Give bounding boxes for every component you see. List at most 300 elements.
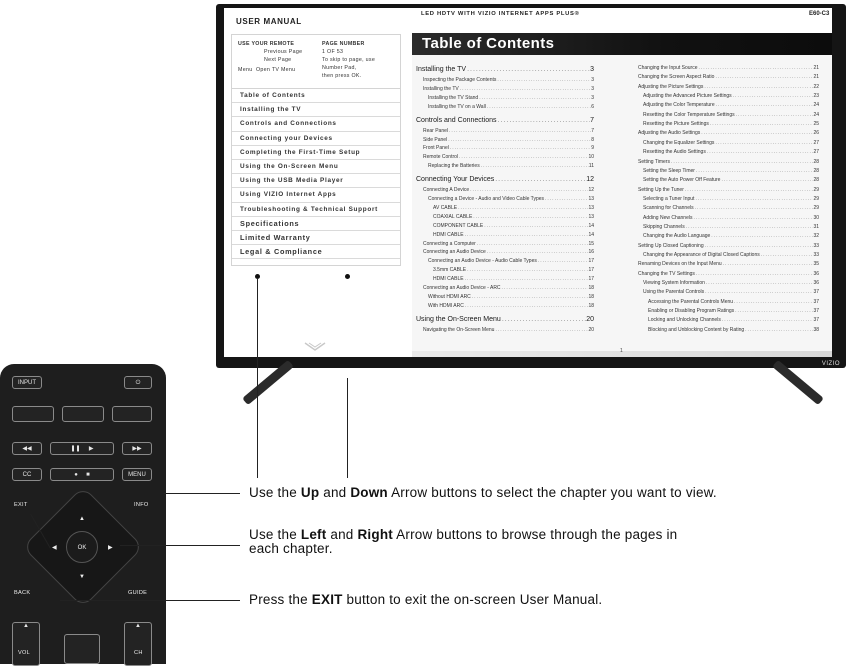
toc-entry-page: 13 — [588, 196, 594, 202]
toc-entry[interactable] — [643, 215, 819, 222]
toc-leader-dots — [447, 137, 591, 144]
help-skip-line3: then press OK. — [322, 73, 362, 79]
toc-entry-page: 11 — [588, 163, 594, 170]
toc-leader-dots — [458, 154, 588, 161]
toc-entry-page: 28 — [813, 158, 819, 165]
toc-leader-dots — [449, 145, 591, 152]
toc-leader-dots — [494, 327, 588, 334]
toc-entry-title: Installing the TV — [416, 66, 467, 73]
toc-entry-page: 37 — [813, 317, 819, 324]
toc-section-entry[interactable] — [416, 116, 594, 126]
power-button[interactable]: ⏻ — [124, 376, 152, 389]
help-use-remote: USE YOUR REMOTE — [238, 41, 295, 47]
callout-bold: EXIT — [311, 592, 343, 607]
toc-entry[interactable] — [428, 196, 594, 203]
toc-entry-page: 20 — [586, 315, 594, 323]
toc-entry-title: Setting Timers — [638, 158, 670, 165]
toc-entry[interactable] — [643, 121, 819, 128]
toc-entry-page: 15 — [588, 240, 594, 247]
toc-entry-page: 33 — [813, 252, 819, 258]
toc-leader-dots — [496, 77, 591, 84]
toc-entry-page: 3 — [591, 94, 594, 101]
toc-entry[interactable] — [423, 77, 594, 84]
toc-leader-dots — [544, 196, 588, 203]
toc-title: Table of Contents — [422, 35, 555, 52]
toc-entry-title: With HDMI ARC — [428, 302, 464, 309]
ok-button[interactable]: OK — [66, 531, 98, 563]
toc-leader-dots — [694, 196, 813, 203]
toc-entry-page: 7 — [590, 116, 594, 124]
input-button[interactable]: INPUT — [12, 376, 42, 389]
toc-entry[interactable] — [433, 205, 594, 212]
toc-entry-page: 18 — [588, 285, 594, 291]
toc-leader-dots — [692, 215, 813, 222]
toc-banner — [412, 33, 832, 55]
toc-entry-title: Connecting an Audio Device - Audio Cable Types — [428, 258, 537, 265]
toc-entry-page: 26 — [813, 130, 819, 137]
toc-entry[interactable] — [643, 102, 819, 109]
chapter-item[interactable]: Installing the TV — [232, 103, 400, 117]
toc-entry[interactable] — [433, 223, 594, 230]
toc-entry-page: 8 — [591, 136, 594, 143]
toc-entry-title: Installing the TV on a Wall — [428, 103, 486, 110]
toc-entry-title: Replacing the Batteries — [428, 163, 480, 170]
toc-entry-title: Connecting Your Devices — [416, 176, 495, 184]
toc-entry-title: Adjusting the Audio Settings — [638, 130, 701, 137]
toc-leader-dots — [494, 175, 586, 185]
toc-entry[interactable] — [638, 84, 819, 91]
toc-leader-dots — [695, 168, 813, 175]
tv-screen — [224, 8, 832, 357]
help-menu-row — [238, 67, 295, 75]
pause-play-button[interactable]: ❚❚ ▶ — [50, 442, 114, 455]
toc-entry-page: 32 — [813, 233, 819, 240]
toc-entry-title: Locking and Unlocking Channels — [648, 317, 721, 324]
toc-entry-title: HDMI CABLE — [433, 276, 464, 283]
toc-entry-title: 3.5mm CABLE — [433, 267, 467, 274]
help-previous-page: Previous Page — [264, 49, 303, 55]
toc-entry-title: Connecting a Computer — [423, 240, 476, 247]
toc-leader-dots — [486, 104, 591, 111]
toc-entry-page: 6 — [591, 103, 594, 110]
toc-leader-dots — [464, 276, 589, 283]
toc-entry-page: 10 — [588, 154, 594, 161]
toc-entry-title: COMPONENT CABLE — [433, 222, 484, 229]
toc-entry-title: Enabling or Disabling Program Ratings — [648, 308, 735, 315]
toc-leader-dots — [476, 241, 589, 248]
toc-entry-title: Rear Panel — [423, 127, 449, 134]
toc-leader-dots — [501, 285, 589, 292]
channel-label: CH — [134, 650, 143, 656]
toc-entry-page: 16 — [588, 249, 594, 256]
toc-leader-dots — [448, 128, 591, 135]
chapter-item[interactable]: Limited Warranty — [232, 231, 400, 245]
color-button-2[interactable] — [62, 406, 104, 422]
toc-entry-page: 37 — [813, 308, 819, 315]
toc-leader-dots — [709, 121, 814, 128]
toc-entry-page: 23 — [813, 93, 819, 100]
toc-leader-dots — [472, 214, 588, 221]
toc-entry-title: Navigating the On-Screen Menu — [423, 326, 495, 333]
callout-dot-pages — [345, 274, 350, 279]
toc-entry-title: Adding New Channels — [643, 214, 693, 221]
toc-entry[interactable] — [428, 258, 594, 265]
toc-entry-title: Selecting a Tuner Input — [643, 195, 695, 202]
toc-entry[interactable] — [638, 187, 819, 194]
chapter-item[interactable]: Troubleshooting & Technical Support — [232, 203, 400, 217]
toc-entry[interactable] — [643, 233, 819, 240]
up-arrow-button[interactable]: ▲ — [79, 516, 85, 522]
chapter-item[interactable]: Using the On-Screen Menu — [232, 160, 400, 174]
toc-leader-dots — [483, 223, 588, 230]
chapter-item[interactable]: Table of Contents — [232, 89, 400, 103]
toc-entry-page: 3 — [590, 66, 594, 73]
toc-leader-dots — [715, 102, 814, 109]
chapter-item[interactable]: Connecting your Devices — [232, 132, 400, 146]
callout-line — [257, 278, 258, 478]
callout-text: Use the — [249, 527, 301, 542]
toc-section-entry[interactable] — [416, 65, 594, 75]
toc-entry[interactable] — [638, 65, 819, 72]
toc-leader-dots — [466, 267, 588, 274]
callout-text: and — [326, 527, 358, 542]
toc-leader-dots — [501, 315, 586, 325]
toc-entry-page: 27 — [813, 139, 819, 146]
chapter-item[interactable]: Using the USB Media Player — [232, 174, 400, 188]
toc-entry-page: 7 — [591, 127, 594, 134]
toc-entry-page: 31 — [813, 223, 819, 230]
toc-entry-page: 17 — [588, 267, 594, 274]
toc-entry-title: Inspecting the Package Contents — [423, 77, 497, 83]
toc-entry[interactable] — [428, 294, 594, 301]
toc-entry-page: 18 — [588, 293, 594, 300]
toc-entry[interactable] — [428, 95, 594, 102]
fast-forward-button[interactable]: ▶▶ — [122, 442, 152, 455]
callout-bold: Up — [300, 485, 320, 500]
toc-entry-title: Changing the Audio Language — [643, 233, 711, 240]
toc-entry-page: 3 — [591, 77, 594, 83]
toc-entry-title: Connecting A Device — [423, 187, 470, 194]
toc-entry[interactable] — [423, 128, 594, 135]
cc-button[interactable]: CC — [12, 468, 42, 481]
toc-entry-page: 35 — [813, 261, 819, 268]
toc-entry-page: 25 — [813, 121, 819, 128]
toc-entry-page: 36 — [813, 280, 819, 287]
toc-entry-title: Renaming Devices on the Input Menu — [638, 261, 722, 268]
callout-bold: Right — [357, 527, 393, 542]
left-arrow-button[interactable]: ◀ — [52, 545, 57, 551]
callout-left-right — [249, 528, 839, 556]
toc-leader-dots — [735, 112, 814, 119]
right-arrow-button[interactable]: ▶ — [108, 545, 113, 551]
toc-entry[interactable] — [433, 276, 594, 283]
toc-entry-page: 20 — [588, 326, 594, 333]
toc-entry[interactable] — [423, 137, 594, 144]
toc-entry-title: Front Panel — [423, 145, 449, 152]
toc-entry-title: Remote Control — [423, 154, 459, 161]
callout-text: Arrow buttons to select the chapter you want to view. — [387, 485, 717, 500]
callout-text: button to exit the on-screen User Manual. — [342, 592, 603, 607]
toc-entry[interactable] — [423, 249, 594, 256]
toc-leader-dots — [732, 93, 814, 100]
toc-leader-dots — [469, 187, 588, 194]
page-number: 1 — [620, 348, 623, 354]
toc-entry-page: 30 — [813, 214, 819, 221]
toc-leader-dots — [714, 140, 813, 147]
down-arrow-button[interactable]: ▼ — [79, 574, 85, 580]
model-number: E60-C3 — [809, 11, 830, 17]
toc-entry-page: 28 — [813, 167, 819, 174]
toc-entry-page: 28 — [813, 177, 819, 184]
toc-entry-title: Controls and Connections — [416, 116, 497, 124]
remote-help-box — [232, 35, 400, 89]
toc-section-entry[interactable] — [416, 315, 594, 325]
toc-entry-title: COAXIAL CABLE — [433, 213, 473, 220]
toc-entry-title: Connecting a Device - Audio and Video Cable Types — [428, 196, 545, 202]
callout-text: and — [319, 485, 351, 500]
toc-leader-dots — [705, 280, 814, 287]
toc-entry-page: 37 — [813, 298, 819, 305]
toc-entry-title: Setting the Sleep Timer — [643, 167, 695, 174]
callout-exit — [249, 593, 839, 607]
toc-entry[interactable] — [423, 154, 594, 161]
toc-entry-title: Setting the Auto Power Off Feature — [643, 177, 721, 184]
toc-entry-title: Using the On-Screen Menu — [416, 315, 501, 323]
toc-entry[interactable] — [433, 214, 594, 221]
toc-leader-dots — [706, 149, 814, 156]
toc-entry-page: 29 — [813, 205, 819, 212]
chapter-item[interactable]: Completing the First-Time Setup — [232, 146, 400, 160]
toc-leader-dots — [703, 84, 813, 91]
toc-entry[interactable] — [423, 187, 594, 194]
toc-entry-page: 12 — [586, 176, 594, 184]
chapter-item[interactable]: Specifications — [232, 217, 400, 231]
toc-leader-dots — [684, 187, 814, 194]
manual-nav-panel — [231, 34, 401, 266]
toc-leader-dots — [466, 65, 590, 75]
callout-text: Use the — [249, 485, 301, 500]
toc-leader-dots — [700, 130, 813, 137]
toc-leader-dots — [694, 205, 814, 212]
toc-entry-title: AV CABLE — [433, 204, 458, 211]
toc-entry-title: Accessing the Parental Controls Menu — [648, 298, 734, 305]
toc-leader-dots — [457, 205, 588, 212]
callout-line — [60, 600, 240, 601]
toc-entry-title: Using the Parental Controls — [643, 289, 705, 296]
page-header: LED HDTV WITH VIZIO INTERNET APPS PLUS® — [421, 11, 580, 17]
toc-entry[interactable] — [423, 241, 594, 248]
toc-leader-dots — [478, 95, 591, 102]
callout-line — [120, 545, 240, 546]
record-stop-button[interactable]: ● ■ — [50, 468, 114, 481]
callout-text: Arrow buttons to browse through the pages in — [392, 527, 678, 542]
toc-leader-dots — [464, 303, 589, 310]
toc-leader-dots — [714, 74, 813, 81]
toc-entry-page: 29 — [813, 195, 819, 202]
toc-entry[interactable] — [643, 280, 819, 287]
toc-entry[interactable] — [643, 140, 819, 147]
toc-entry[interactable] — [638, 271, 819, 278]
vizio-button[interactable] — [64, 634, 100, 664]
toc-leader-dots — [471, 294, 589, 301]
toc-entry-page: 22 — [813, 83, 819, 90]
toc-entry-title: Changing the Input Source — [638, 65, 698, 71]
toc-entry[interactable] — [643, 289, 819, 296]
help-skip-line1: To skip to page, use — [322, 57, 376, 63]
toc-leader-dots — [744, 327, 813, 334]
toc-entry[interactable] — [643, 149, 819, 156]
help-skip-line2: Number Pad, — [322, 65, 357, 71]
callout-bold: Down — [350, 485, 388, 500]
toc-section-entry[interactable] — [416, 175, 594, 185]
help-page-value: 1 OF 53 — [322, 49, 344, 55]
toc-entry-title: Changing the Equalizer Settings — [643, 139, 715, 146]
toc-entry[interactable] — [643, 112, 819, 119]
toc-entry[interactable] — [643, 205, 819, 212]
info-button[interactable]: INFO — [134, 502, 149, 508]
toc-entry-title: Adjusting the Picture Settings — [638, 83, 704, 90]
help-page-number-label: PAGE NUMBER — [322, 41, 365, 47]
toc-entry-page: 14 — [588, 222, 594, 229]
toc-entry-title: HDMI CABLE — [433, 231, 464, 238]
toc-leader-dots — [480, 163, 589, 170]
toc-leader-dots — [733, 299, 813, 306]
toc-entry[interactable] — [648, 299, 819, 306]
toc-leader-dots — [760, 252, 814, 259]
vizio-chevron-icon — [304, 342, 326, 351]
toc-entry-title: Without HDMI ARC — [428, 293, 471, 300]
toc-entry-title: Setting Up Closed Captioning — [638, 242, 704, 249]
toc-entry-page: 27 — [813, 149, 819, 156]
toc-body — [412, 55, 832, 357]
toc-entry-title: Adjusting the Advanced Picture Settings — [643, 93, 732, 100]
toc-entry[interactable] — [638, 130, 819, 137]
toc-entry[interactable] — [643, 196, 819, 203]
chapter-item[interactable]: Legal & Compliance — [232, 245, 400, 259]
remote-control — [0, 364, 166, 664]
toc-leader-dots — [710, 233, 813, 240]
callout-up-down — [249, 486, 839, 500]
guide-button[interactable]: GUIDE — [128, 590, 148, 596]
toc-entry-title: Blocking and Unblocking Content by Rating — [648, 326, 745, 333]
toc-entry[interactable] — [638, 243, 819, 250]
toc-entry[interactable] — [423, 86, 594, 93]
toc-leader-dots — [670, 159, 813, 166]
toc-entry[interactable] — [428, 104, 594, 111]
toc-entry-page: 18 — [588, 302, 594, 309]
toc-entry[interactable] — [423, 327, 594, 334]
toc-entry-title: Skipping Channels — [643, 223, 685, 230]
toc-entry[interactable] — [643, 168, 819, 175]
toc-leader-dots — [720, 177, 813, 184]
toc-entry-title: Changing the TV Settings — [638, 270, 695, 277]
toc-entry-page: 3 — [591, 85, 594, 92]
toc-leader-dots — [734, 308, 813, 315]
toc-entry[interactable] — [643, 224, 819, 231]
toc-entry-title: Viewing System Information — [643, 280, 705, 287]
toc-entry[interactable] — [648, 308, 819, 315]
chapter-item[interactable]: Using VIZIO Internet Apps — [232, 188, 400, 202]
toc-entry-page: 24 — [813, 102, 819, 109]
toc-entry-page: 21 — [813, 65, 819, 71]
toc-entry-page: 33 — [813, 242, 819, 249]
toc-entry[interactable] — [423, 145, 594, 152]
toc-entry-page: 38 — [813, 326, 819, 333]
toc-entry-page: 29 — [813, 186, 819, 193]
toc-leader-dots — [722, 261, 814, 268]
toc-leader-dots — [698, 65, 814, 72]
menu-button[interactable]: MENU — [122, 468, 152, 481]
toc-entry[interactable] — [423, 285, 594, 292]
help-next-page: Next Page — [264, 57, 292, 63]
toc-entry-title: Resetting the Picture Settings — [643, 121, 709, 128]
volume-label: VOL — [18, 650, 31, 656]
toc-entry[interactable] — [428, 163, 594, 170]
toc-entry-title: Resetting the Color Temperature Settings — [643, 111, 735, 118]
toc-leader-dots — [497, 116, 591, 126]
toc-entry-title: Installing the TV Stand — [428, 94, 479, 101]
color-button-3[interactable] — [112, 406, 152, 422]
toc-leader-dots — [464, 232, 589, 239]
callout-line — [164, 493, 240, 494]
callout-text: each chapter. — [249, 541, 333, 556]
callout-bold: Left — [300, 527, 327, 542]
toc-leader-dots — [537, 258, 589, 265]
toc-entry[interactable] — [638, 159, 819, 166]
toc-entry-title: Changing the Appearance of Digital Closed Captions — [643, 252, 760, 258]
toc-entry-title: Connecting an Audio Device - ARC — [423, 285, 501, 291]
toc-entry-page: 12 — [588, 187, 594, 194]
toc-entry-title: Changing the Screen Aspect Ratio — [638, 74, 715, 81]
toc-entry-title: Scanning for Channels — [643, 205, 694, 212]
toc-entry[interactable] — [433, 267, 594, 274]
toc-leader-dots — [704, 243, 814, 250]
chapter-list — [232, 89, 400, 259]
help-menu-label: Menu — [238, 67, 253, 73]
exit-button[interactable]: EXIT — [14, 502, 28, 508]
volume-button[interactable]: ▲ — [12, 622, 40, 666]
toc-entry[interactable] — [643, 177, 819, 184]
toc-entry-page: 36 — [813, 270, 819, 277]
color-button-1[interactable] — [12, 406, 54, 422]
back-button[interactable]: BACK — [14, 590, 31, 596]
chapter-item[interactable]: Controls and Connections — [232, 117, 400, 131]
callout-line — [347, 378, 348, 478]
toc-entry[interactable] — [433, 232, 594, 239]
help-open-tv-menu: Open TV Menu — [256, 67, 296, 73]
toc-entry[interactable] — [648, 327, 819, 334]
toc-entry[interactable] — [638, 74, 819, 81]
toc-entry-title: Connecting an Audio Device — [423, 249, 486, 256]
toc-leader-dots — [459, 86, 591, 93]
user-manual-title: USER MANUAL — [236, 17, 302, 26]
toc-entry[interactable] — [638, 261, 819, 268]
toc-entry-title: Resetting the Audio Settings — [643, 149, 706, 156]
channel-button[interactable]: ▲ — [124, 622, 152, 666]
toc-entry-page: 17 — [588, 276, 594, 283]
toc-entry-page: 13 — [588, 213, 594, 220]
toc-entry[interactable] — [428, 303, 594, 310]
toc-entry[interactable] — [648, 317, 819, 324]
toc-leader-dots — [486, 249, 589, 256]
toc-entry[interactable] — [643, 93, 819, 100]
toc-entry-page: 17 — [588, 258, 594, 265]
toc-leader-dots — [704, 289, 813, 296]
rewind-button[interactable]: ◀◀ — [12, 442, 42, 455]
toc-entry[interactable] — [643, 252, 819, 259]
toc-entry-title: Setting Up the Tuner — [638, 186, 684, 193]
toc-leader-dots — [685, 224, 814, 231]
